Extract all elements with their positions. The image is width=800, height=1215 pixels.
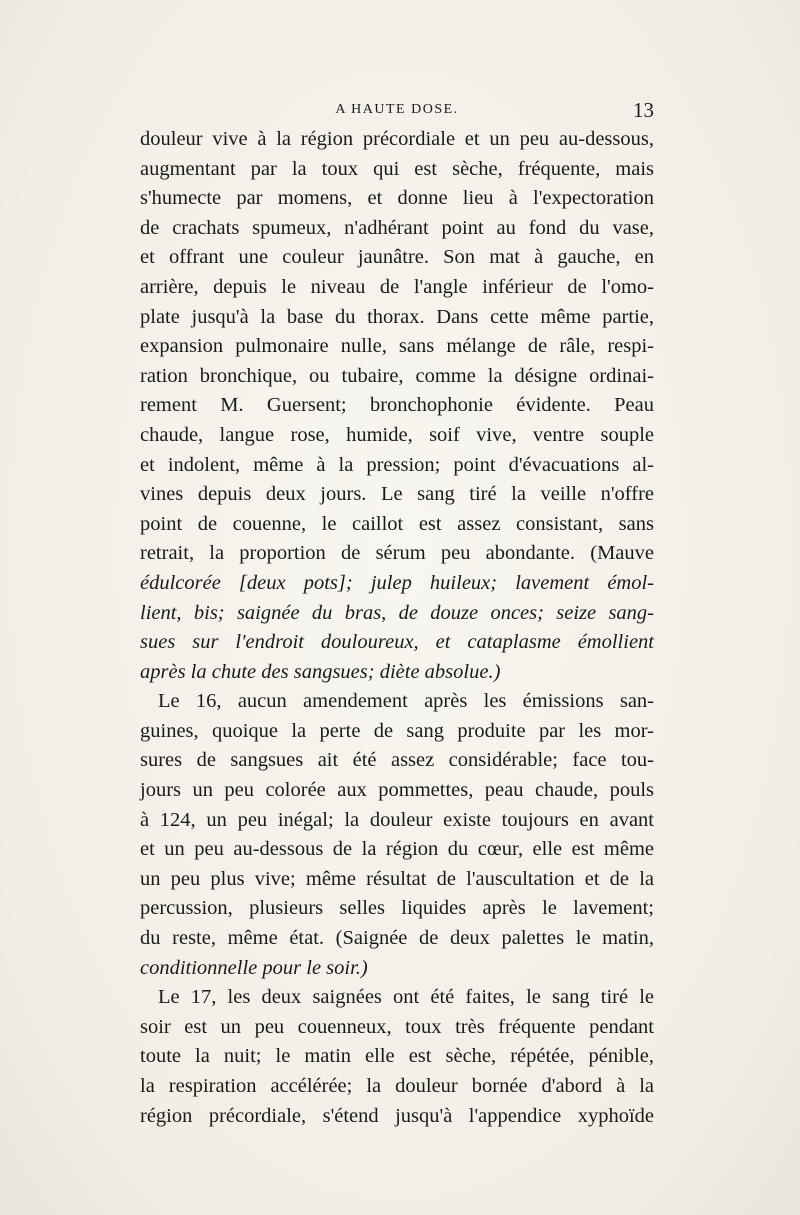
text-line: guines, quoique la perte de sang produite par les mor- (140, 719, 654, 742)
text-line: conditionnelle pour le soir.) (140, 956, 368, 979)
text-line: de crachats spumeux, n'adhérant point au fond du vase, (140, 216, 654, 239)
text-line: lient, bis; saignée du bras, de douze onces; seize sang- (140, 601, 654, 624)
text-line: la respiration accélérée; la douleur bornée d'abord à la (140, 1075, 654, 1097)
text-line: vines depuis deux jours. Le sang tiré la veille n'offre (140, 483, 654, 506)
text-line: douleur vive à la région précordiale et un peu au-dessous, (140, 128, 654, 150)
text-line: s'humecte par momens, et donne lieu à l'expectoration (140, 187, 654, 210)
text-line: expansion pulmonaire nulle, sans mélange de râle, respi- (140, 335, 654, 358)
text-line: et offrant une couleur jaunâtre. Son mat à gauche, en (140, 246, 654, 269)
page-number: 13 (633, 98, 654, 122)
text-line: et un peu au-dessous de la région du cœur, elle est même (140, 838, 654, 861)
text-line: un peu plus vive; même résultat de l'auscultation et de la (140, 867, 654, 890)
text-body (140, 125, 654, 1131)
text-line: augmentant par la toux qui est sèche, fréquente, mais (140, 157, 654, 180)
running-head: A HAUTE DOSE. (335, 102, 459, 117)
text-line: retrait, la proportion de sérum peu abondante. (Mauve (140, 542, 654, 565)
text-line: après la chute des sangsues; diète absolue.) (140, 660, 501, 683)
text-line: et indolent, même à la pression; point d'évacuations al- (140, 453, 654, 476)
text-line: jours un peu colorée aux pommettes, peau chaude, pouls (140, 779, 654, 802)
text-line: rement M. Guersent; bronchophonie évidente. Peau (140, 394, 654, 417)
text-line: édulcorée [deux pots]; julep huileux; lavement émol- (140, 571, 654, 594)
text-line: toute la nuit; le matin elle est sèche, répétée, pénible, (140, 1045, 654, 1068)
text-line: à 124, un peu inégal; la douleur existe toujours en avant (140, 808, 654, 831)
text-line: point de couenne, le caillot est assez consistant, sans (140, 512, 654, 535)
text-line: région précordiale, s'étend jusqu'à l'appendice xyphoïde (140, 1104, 654, 1127)
text-line: sures de sangsues ait été assez considérable; face tou- (140, 749, 654, 772)
text-line: Le 17, les deux saignées ont été faites, le sang tiré le (158, 986, 654, 1009)
text-line: plate jusqu'à la base du thorax. Dans cette même partie, (140, 305, 654, 328)
text-line: sues sur l'endroit douloureux, et cataplasme émollient (140, 631, 654, 654)
text-line: percussion, plusieurs selles liquides après le lavement; (140, 897, 654, 920)
page-header (140, 98, 654, 124)
text-line: chaude, langue rose, humide, soif vive, ventre souple (140, 423, 654, 446)
text-line: arrière, depuis le niveau de l'angle inférieur de l'omo- (140, 275, 654, 298)
text-line: soir est un peu couenneux, toux très fréquente pendant (140, 1015, 654, 1038)
text-line: ration bronchique, ou tubaire, comme la désigne ordinai- (140, 364, 654, 387)
text-line: du reste, même état. (Saignée de deux palettes le matin, (140, 927, 654, 950)
text-line: Le 16, aucun amendement après les émissions san- (158, 690, 654, 713)
